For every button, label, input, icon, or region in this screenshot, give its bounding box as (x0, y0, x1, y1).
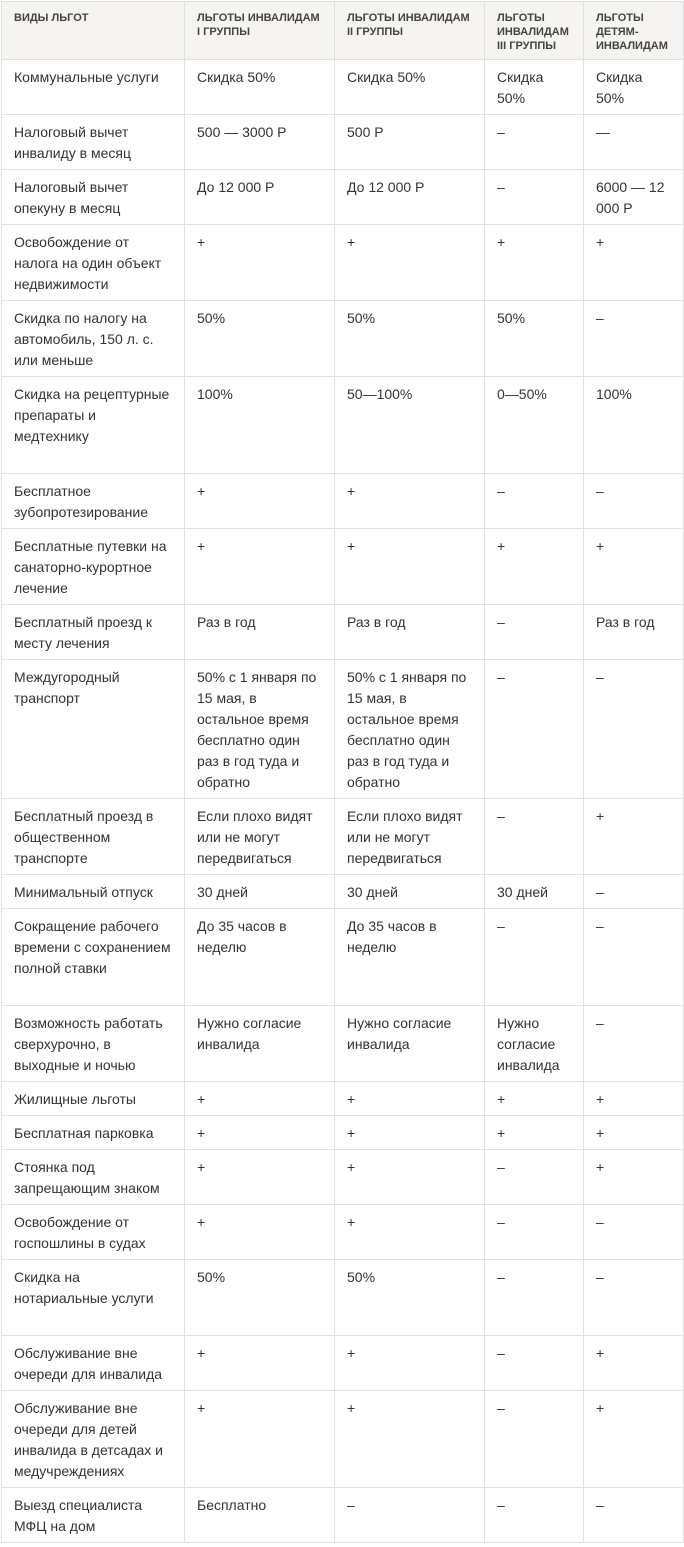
group-3-cell: – (485, 1488, 584, 1543)
children-cell: – (584, 909, 684, 1006)
children-cell: – (584, 1006, 684, 1082)
row-label-cell: Бесплатная парковка (2, 1116, 185, 1150)
group-1-cell: До 35 часов в неделю (185, 909, 335, 1006)
group-1-cell: Раз в год (185, 605, 335, 660)
group-1-cell: 50% (185, 301, 335, 377)
group-2-cell: 50% (335, 1260, 485, 1336)
table-row (2, 1006, 684, 1082)
group-2-cell: – (335, 1488, 485, 1543)
table-row (2, 1116, 684, 1150)
children-cell: – (584, 474, 684, 529)
row-label-cell: Обслуживание вне очереди для инвалида (2, 1336, 185, 1391)
table-row (2, 1336, 684, 1391)
children-cell: + (584, 1082, 684, 1116)
row-label-cell: Жилищные льготы (2, 1082, 185, 1116)
group-2-cell: + (335, 1336, 485, 1391)
group-3-cell: – (485, 1391, 584, 1488)
group-1-cell: Бесплатно (185, 1488, 335, 1543)
row-label-cell: Коммунальные услуги (2, 60, 185, 115)
group-3-cell: – (485, 909, 584, 1006)
group-2-cell: + (335, 1150, 485, 1205)
group-3-cell: – (485, 170, 584, 225)
children-cell: – (584, 1488, 684, 1543)
row-label-cell: Сокращение рабочего времени с сохранением полной ставки (2, 909, 185, 1006)
group-3-cell: – (485, 660, 584, 799)
group-1-cell: + (185, 1082, 335, 1116)
group-2-cell: До 35 часов в неделю (335, 909, 485, 1006)
group-1-cell: + (185, 529, 335, 605)
table-row (2, 225, 684, 301)
group-3-cell: – (485, 1336, 584, 1391)
group-1-cell: До 12 000 Р (185, 170, 335, 225)
table-row (2, 1260, 684, 1336)
children-cell: + (584, 225, 684, 301)
group-3-cell: + (485, 225, 584, 301)
children-cell: + (584, 1150, 684, 1205)
group-3-cell: 50% (485, 301, 584, 377)
row-label-cell: Скидка на рецептурные препараты и медтехнику (2, 377, 185, 474)
children-cell: – (584, 875, 684, 909)
row-label-cell: Бесплатный проезд в общественном транспорте (2, 799, 185, 875)
group-2-cell: + (335, 474, 485, 529)
row-label-cell: Скидка на нотариальные услуги (2, 1260, 185, 1336)
header-cell-benefit-type: ВИДЫ ЛЬГОТ (2, 2, 185, 60)
table-row (2, 1150, 684, 1205)
group-2-cell: + (335, 225, 485, 301)
group-1-cell: + (185, 1391, 335, 1488)
group-3-cell: 30 дней (485, 875, 584, 909)
group-1-cell: 100% (185, 377, 335, 474)
table-body (2, 60, 684, 1543)
table-header (2, 2, 684, 60)
table-row (2, 605, 684, 660)
row-label-cell: Налоговый вычет опекуну в месяц (2, 170, 185, 225)
row-label-cell: Освобождение от госпошлины в судах (2, 1205, 185, 1260)
row-label-cell: Минимальный отпуск (2, 875, 185, 909)
row-label-cell: Бесплатные путевки на санаторно-курортное лечение (2, 529, 185, 605)
group-3-cell: + (485, 529, 584, 605)
table-row (2, 1082, 684, 1116)
group-3-cell: Скидка 50% (485, 60, 584, 115)
header-row (2, 2, 684, 60)
group-2-cell: + (335, 1082, 485, 1116)
group-1-cell: + (185, 225, 335, 301)
group-1-cell: 50% с 1 января по 15 мая, в остальное время бесплатно один раз в год туда и обратно (185, 660, 335, 799)
group-2-cell: 30 дней (335, 875, 485, 909)
group-2-cell: 50—100% (335, 377, 485, 474)
row-label-cell: Скидка по налогу на автомобиль, 150 л. с. или меньше (2, 301, 185, 377)
group-2-cell: Раз в год (335, 605, 485, 660)
group-1-cell: 30 дней (185, 875, 335, 909)
group-2-cell: + (335, 1116, 485, 1150)
group-3-cell: + (485, 1116, 584, 1150)
row-label-cell: Обслуживание вне очереди для детей инвалида в детсадах и медучреждениях (2, 1391, 185, 1488)
children-cell: – (584, 301, 684, 377)
group-2-cell: 50% с 1 января по 15 мая, в остальное время бесплатно один раз в год туда и обратно (335, 660, 485, 799)
children-cell: 6000 — 12 000 Р (584, 170, 684, 225)
group-2-cell: + (335, 1205, 485, 1260)
group-3-cell: – (485, 1150, 584, 1205)
group-3-cell: – (485, 605, 584, 660)
group-1-cell: + (185, 1150, 335, 1205)
table-row (2, 529, 684, 605)
table-row (2, 377, 684, 474)
row-label-cell: Освобождение от налога на один объект недвижимости (2, 225, 185, 301)
group-3-cell: – (485, 1260, 584, 1336)
group-1-cell: + (185, 1336, 335, 1391)
group-2-cell: До 12 000 Р (335, 170, 485, 225)
children-cell: Скидка 50% (584, 60, 684, 115)
row-label-cell: Налоговый вычет инвалиду в месяц (2, 115, 185, 170)
header-cell-children: ЛЬГОТЫ ДЕТЯМ-ИНВАЛИДАМ (584, 2, 684, 60)
group-3-cell: 0—50% (485, 377, 584, 474)
row-label-cell: Стоянка под запрещающим знаком (2, 1150, 185, 1205)
children-cell: – (584, 1205, 684, 1260)
table-row (2, 301, 684, 377)
table-row (2, 875, 684, 909)
children-cell: – (584, 660, 684, 799)
group-3-cell: – (485, 799, 584, 875)
group-3-cell: – (485, 115, 584, 170)
table-row (2, 909, 684, 1006)
row-label-cell: Возможность работать сверхурочно, в выходные и ночью (2, 1006, 185, 1082)
group-1-cell: + (185, 474, 335, 529)
header-cell-group-1: ЛЬГОТЫ ИНВАЛИДАМ I ГРУППЫ (185, 2, 335, 60)
children-cell: + (584, 1391, 684, 1488)
header-cell-group-2: ЛЬГОТЫ ИНВАЛИДАМ II ГРУППЫ (335, 2, 485, 60)
group-1-cell: Скидка 50% (185, 60, 335, 115)
row-label-cell: Бесплатное зубопротезирование (2, 474, 185, 529)
table-row (2, 60, 684, 115)
children-cell: + (584, 1336, 684, 1391)
children-cell: — (584, 115, 684, 170)
table-row (2, 799, 684, 875)
table-row (2, 1205, 684, 1260)
children-cell: + (584, 1116, 684, 1150)
group-3-cell: Нужно согласие инвалида (485, 1006, 584, 1082)
group-1-cell: + (185, 1205, 335, 1260)
group-2-cell: + (335, 529, 485, 605)
group-3-cell: – (485, 474, 584, 529)
group-2-cell: Скидка 50% (335, 60, 485, 115)
children-cell: – (584, 1260, 684, 1336)
table-row (2, 1488, 684, 1543)
group-1-cell: 500 — 3000 Р (185, 115, 335, 170)
header-cell-group-3: ЛЬГОТЫ ИНВАЛИДАМ III ГРУППЫ (485, 2, 584, 60)
group-1-cell: Нужно согласие инвалида (185, 1006, 335, 1082)
group-1-cell: 50% (185, 1260, 335, 1336)
children-cell: + (584, 529, 684, 605)
table-row (2, 115, 684, 170)
table-row (2, 474, 684, 529)
row-label-cell: Выезд специалиста МФЦ на дом (2, 1488, 185, 1543)
children-cell: + (584, 799, 684, 875)
row-label-cell: Бесплатный проезд к месту лечения (2, 605, 185, 660)
benefits-table (1, 1, 684, 1543)
children-cell: Раз в год (584, 605, 684, 660)
group-2-cell: 50% (335, 301, 485, 377)
group-2-cell: Нужно согласие инвалида (335, 1006, 485, 1082)
group-2-cell: Если плохо видят или не могут передвигаться (335, 799, 485, 875)
group-1-cell: + (185, 1116, 335, 1150)
children-cell: 100% (584, 377, 684, 474)
group-2-cell: + (335, 1391, 485, 1488)
group-3-cell: + (485, 1082, 584, 1116)
group-3-cell: – (485, 1205, 584, 1260)
row-label-cell: Междугородный транспорт (2, 660, 185, 799)
table-row (2, 170, 684, 225)
table-row (2, 1391, 684, 1488)
group-2-cell: 500 Р (335, 115, 485, 170)
group-1-cell: Если плохо видят или не могут передвигаться (185, 799, 335, 875)
table-row (2, 660, 684, 799)
